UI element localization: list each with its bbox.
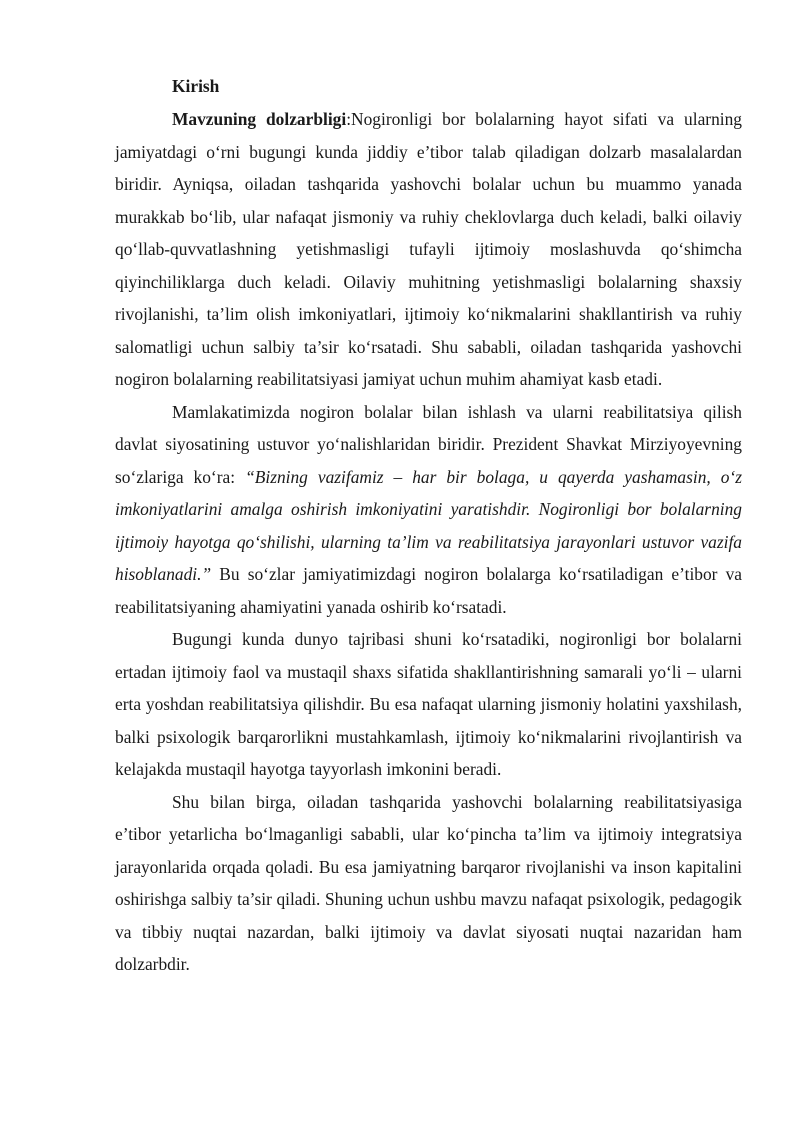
paragraph-text-before-quote: Mamlakatimizda nogiron bolalar bilan ishlash va ularni reabilitatsiya qilish davlat siyosatining ustuvor yo‘nalishlaridan biridir. Prezident Shavkat Mirziyoyevning so‘zlariga ko‘ra: [115, 401, 742, 487]
paragraph-text: :Nogironligi bor bolalarning hayot sifati va ularning jamiyatdagi o‘rni bugungi kunda jiddiy e’tibor talab qiladigan dolzarb masalalardan biridir. Ayniqsa, oiladan tashqarida yashovchi bolalar uchun bu muammo yanada murakkab bo‘lib, ular nafaqat jismoniy va ruhiy cheklovlarga duch keladi, balki oilaviy qo‘llab-quvvatlashning yetishmasligi tufayli ijtimoiy moslashuvda qo‘shimcha qiyinchiliklarga duch keladi. Oilaviy muhitning yetishmasligi bolalarning shaxsiy rivojlanishi, ta’lim olish imkoniyatlari, ijtimoiy ko‘nikmalarini shakllantirish va ruhiy salomatligi uchun salbiy ta’sir ko‘rsatadi. Shu sababli, oiladan tashqarida yashovchi nogiron bolalarning reabilitatsiyasi jamiyat uchun muhim ahamiyat kasb etadi. [115, 109, 742, 389]
paragraph-conclusion: Shu bilan birga, oiladan tashqarida yashovchi bolalarning reabilitatsiyasiga e’tibor yetarlicha bo‘lmaganligi sababli, ular ko‘pincha ta’lim va ijtimoiy integratsiya jarayonlarida orqada qoladi. Bu esa jamiyatning barqaror rivojlanishi va inson kapitalini oshirishga salbiy ta’sir qiladi. Shuning uchun ushbu mavzu nafaqat psixologik, pedagogik va tibbiy nuqtai nazardan, balki ijtimoiy va davlat siyosati nuqtai nazaridan ham dolzarbdir. [115, 791, 742, 974]
section-heading: Kirish [172, 76, 220, 96]
paragraph-text-after-quote: Bu so‘zlar jamiyatimizdagi nogiron bolalarga ko‘rsatiladigan e’tibor va reabilitatsiyaning ahamiyatini yanada oshirib ko‘rsatadi. [115, 564, 742, 617]
document-page [115, 70, 742, 981]
president-quote: “Bizning vazifamiz – har bir bolaga, u qayerda yashamasin, o‘z imkoniyatlarini amalga oshirish imkoniyatini yaratishdir. Nogironligi bor bolalarning ijtimoiy hayotga qo‘shilishi, ularning ta’lim va reabilitatsiya jarayonlari ustuvor vazifa hisoblanadi.” [115, 466, 742, 584]
paragraph-president-quote [115, 396, 742, 624]
paragraph-relevance [115, 103, 742, 396]
paragraph-lead-bold: Mavzuning dolzarbligi [172, 109, 347, 129]
paragraph-world-experience: Bugungi kunda dunyo tajribasi shuni ko‘rsatadiki, nogironligi bor bolalarni ertadan ijtimoiy faol va mustaqil shaxs sifatida shakllantirishning samarali yo‘li – ularni erta yoshdan reabilitatsiya qilishdir. Bu esa nafaqat ularning jismoniy holatini yaxshilash, balki psixologik barqarorlikni mustahkamlash, ijtimoiy ko‘nikmalarini rivojlantirish va kelajakda mustaqil hayotga tayyorlash imkonini beradi. [115, 629, 742, 779]
